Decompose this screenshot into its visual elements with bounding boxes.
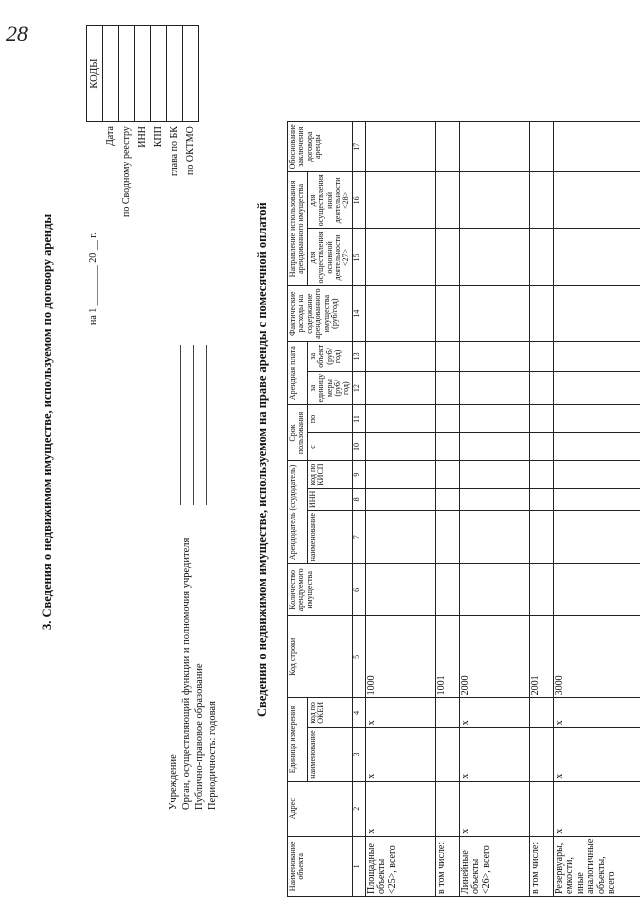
row-input-cell[interactable] bbox=[553, 405, 640, 433]
row-address: x bbox=[459, 781, 529, 836]
column-number: 8 bbox=[352, 488, 365, 510]
code-label-oktmo: по ОКТМО bbox=[185, 126, 196, 175]
row-input-cell[interactable] bbox=[365, 405, 435, 433]
header-object-name: Наименование объекта bbox=[288, 836, 353, 896]
codes-header: КОДЫ bbox=[87, 26, 103, 122]
table-row bbox=[435, 122, 459, 897]
row-input-cell[interactable] bbox=[459, 172, 529, 229]
row-input-cell[interactable] bbox=[529, 564, 553, 616]
row-input-cell[interactable] bbox=[435, 172, 459, 229]
column-number: 2 bbox=[352, 781, 365, 836]
column-number: 6 bbox=[352, 564, 365, 616]
column-number: 11 bbox=[352, 405, 365, 433]
page-number: 28 bbox=[6, 21, 28, 46]
row-input-cell[interactable] bbox=[365, 564, 435, 616]
row-input-cell[interactable] bbox=[529, 488, 553, 510]
public-entity-label: Публично-правовое образование bbox=[194, 663, 205, 810]
column-number-row bbox=[352, 122, 365, 897]
row-name: в том числе: bbox=[529, 836, 553, 896]
row-input-cell[interactable] bbox=[435, 341, 459, 371]
row-input-cell[interactable] bbox=[553, 172, 640, 229]
row-input-cell[interactable] bbox=[365, 122, 435, 172]
column-number: 3 bbox=[352, 728, 365, 781]
row-input-cell[interactable] bbox=[459, 371, 529, 405]
row-input-cell[interactable] bbox=[529, 229, 553, 286]
row-input-cell[interactable] bbox=[553, 433, 640, 461]
row-input-cell[interactable] bbox=[529, 371, 553, 405]
column-number: 10 bbox=[352, 433, 365, 461]
row-address bbox=[435, 781, 459, 836]
code-label-inn: ИНН bbox=[137, 126, 148, 148]
row-name: Площадные объекты <25>, всего bbox=[365, 836, 435, 896]
organ-field[interactable] bbox=[193, 345, 194, 505]
row-input-cell[interactable] bbox=[529, 511, 553, 564]
header-direction-other: для осуществления иной деятельности <28> bbox=[307, 172, 352, 229]
header-lessor-name: наименование bbox=[307, 511, 352, 564]
row-input-cell[interactable] bbox=[435, 461, 459, 488]
row-unit-name bbox=[529, 728, 553, 781]
row-name: в том числе: bbox=[435, 836, 459, 896]
column-number: 12 bbox=[352, 371, 365, 405]
code-label-bk: глава по БК bbox=[169, 126, 180, 176]
header-lessor-kisp: код по КИСП bbox=[307, 461, 352, 488]
row-input-cell[interactable] bbox=[553, 564, 640, 616]
table-row bbox=[529, 122, 553, 897]
institution-label: Учреждение bbox=[168, 754, 179, 810]
row-input-cell[interactable] bbox=[365, 371, 435, 405]
row-input-cell[interactable] bbox=[529, 172, 553, 229]
code-label-kpp: КПП bbox=[153, 126, 164, 148]
row-input-cell[interactable] bbox=[365, 172, 435, 229]
row-address bbox=[529, 781, 553, 836]
row-line-code: 1000 bbox=[365, 616, 435, 698]
row-input-cell[interactable] bbox=[365, 229, 435, 286]
column-number: 4 bbox=[352, 698, 365, 728]
row-address: x bbox=[553, 781, 640, 836]
row-input-cell[interactable] bbox=[365, 286, 435, 341]
row-input-cell[interactable] bbox=[553, 461, 640, 488]
row-input-cell[interactable] bbox=[365, 433, 435, 461]
row-input-cell[interactable] bbox=[459, 122, 529, 172]
row-unit-code: x bbox=[365, 698, 435, 728]
row-input-cell[interactable] bbox=[553, 511, 640, 564]
header-lessor: Арендодатель (ссудодатель) bbox=[288, 461, 308, 564]
row-input-cell[interactable] bbox=[459, 564, 529, 616]
code-value-oktmo[interactable] bbox=[183, 26, 199, 122]
codes-table bbox=[86, 25, 199, 217]
table-row bbox=[365, 122, 435, 897]
row-address: x bbox=[365, 781, 435, 836]
row-input-cell[interactable] bbox=[529, 341, 553, 371]
column-number: 9 bbox=[352, 461, 365, 488]
code-value-bk[interactable] bbox=[167, 26, 183, 122]
row-input-cell[interactable] bbox=[365, 341, 435, 371]
row-input-cell[interactable] bbox=[435, 122, 459, 172]
rented-property-table bbox=[287, 121, 640, 897]
row-line-code: 2001 bbox=[529, 616, 553, 698]
header-quantity: Количество арендуемого имущества bbox=[288, 564, 353, 616]
row-input-cell[interactable] bbox=[365, 511, 435, 564]
code-label-registry: по Сводному реестру bbox=[121, 126, 132, 217]
row-input-cell[interactable] bbox=[459, 433, 529, 461]
row-input-cell[interactable] bbox=[529, 122, 553, 172]
code-value-inn[interactable] bbox=[135, 26, 151, 122]
row-input-cell[interactable] bbox=[435, 371, 459, 405]
row-input-cell[interactable] bbox=[459, 405, 529, 433]
header-unit-code: код по ОКЕИ bbox=[307, 698, 352, 728]
row-input-cell[interactable] bbox=[529, 433, 553, 461]
code-value-registry[interactable] bbox=[119, 26, 135, 122]
code-value-date[interactable] bbox=[103, 26, 119, 122]
row-input-cell[interactable] bbox=[459, 461, 529, 488]
code-label-date: Дата bbox=[105, 126, 116, 147]
header-expenses: Фактические расходы на содержание арендованного имущества (руб/год) bbox=[288, 286, 353, 341]
row-input-cell[interactable] bbox=[553, 229, 640, 286]
column-number: 5 bbox=[352, 616, 365, 698]
column-number: 15 bbox=[352, 229, 365, 286]
column-number: 16 bbox=[352, 172, 365, 229]
column-number: 17 bbox=[352, 122, 365, 172]
header-term-start: с bbox=[307, 433, 352, 461]
column-number: 13 bbox=[352, 341, 365, 371]
column-number: 1 bbox=[352, 836, 365, 896]
row-input-cell[interactable] bbox=[365, 461, 435, 488]
table-row bbox=[459, 122, 529, 897]
row-unit-code bbox=[529, 698, 553, 728]
row-input-cell[interactable] bbox=[529, 286, 553, 341]
institution-field[interactable] bbox=[180, 345, 181, 505]
row-line-code: 3000 bbox=[553, 616, 640, 698]
row-line-code: 1001 bbox=[435, 616, 459, 698]
row-input-cell[interactable] bbox=[435, 564, 459, 616]
header-term-end: по bbox=[307, 405, 352, 433]
row-input-cell[interactable] bbox=[435, 229, 459, 286]
row-input-cell[interactable] bbox=[459, 488, 529, 510]
header-unit: Единица измерения bbox=[288, 698, 308, 781]
code-value-kpp[interactable] bbox=[151, 26, 167, 122]
row-input-cell[interactable] bbox=[435, 433, 459, 461]
row-input-cell[interactable] bbox=[435, 511, 459, 564]
column-number: 14 bbox=[352, 286, 365, 341]
table-subtitle: Сведения о недвижимом имуществе, используемом на праве аренды с помесячной оплатой bbox=[255, 202, 269, 717]
table-row bbox=[553, 122, 640, 897]
row-line-code: 2000 bbox=[459, 616, 529, 698]
header-rent-object: за объект (руб/год) bbox=[307, 341, 352, 371]
organ-label: Орган, осуществляющий функции и полномочия учредителя bbox=[181, 537, 192, 810]
row-input-cell[interactable] bbox=[553, 488, 640, 510]
row-unit-code bbox=[435, 698, 459, 728]
report-date-line: на 1 ________ 20 __ г. bbox=[88, 232, 99, 325]
header-rent-unit: за единицу меры (руб/год) bbox=[307, 371, 352, 405]
header-direction: Направление использования арендованного имущества bbox=[288, 172, 308, 286]
row-unit-code: x bbox=[553, 698, 640, 728]
row-input-cell[interactable] bbox=[529, 461, 553, 488]
row-input-cell[interactable] bbox=[553, 371, 640, 405]
row-name: Линейные объекты <26>, всего bbox=[459, 836, 529, 896]
row-input-cell[interactable] bbox=[435, 286, 459, 341]
header-justification: Обоснование заключения договора аренды bbox=[288, 122, 353, 172]
header-direction-main: для осуществления основной деятельности <27> bbox=[307, 229, 352, 286]
row-input-cell[interactable] bbox=[553, 122, 640, 172]
row-input-cell[interactable] bbox=[459, 341, 529, 371]
row-input-cell[interactable] bbox=[435, 488, 459, 510]
row-unit-name: x bbox=[459, 728, 529, 781]
column-number: 7 bbox=[352, 511, 365, 564]
row-input-cell[interactable] bbox=[365, 488, 435, 510]
row-unit-name: x bbox=[553, 728, 640, 781]
row-name: Резервуары, емкости, иные аналогичные объекты, всего bbox=[553, 836, 640, 896]
periodicity-label: Периодичность: годовая bbox=[207, 701, 218, 810]
row-input-cell[interactable] bbox=[459, 286, 529, 341]
row-input-cell[interactable] bbox=[459, 229, 529, 286]
row-unit-name bbox=[435, 728, 459, 781]
header-rent: Арендная плата bbox=[288, 341, 308, 405]
public-entity-field[interactable] bbox=[206, 345, 207, 505]
row-unit-code: x bbox=[459, 698, 529, 728]
header-line-code: Код строки bbox=[288, 616, 353, 698]
row-input-cell[interactable] bbox=[529, 405, 553, 433]
table-body bbox=[365, 122, 640, 897]
row-input-cell[interactable] bbox=[459, 511, 529, 564]
row-input-cell[interactable] bbox=[435, 405, 459, 433]
header-address: Адрес bbox=[288, 781, 353, 836]
row-input-cell[interactable] bbox=[553, 286, 640, 341]
header-term: Срок пользования bbox=[288, 405, 308, 461]
section-title: 3. Сведения о недвижимом имуществе, используемом по договору аренды bbox=[40, 213, 54, 630]
row-unit-name: x bbox=[365, 728, 435, 781]
header-lessor-inn: ИНН bbox=[307, 488, 352, 510]
header-unit-name: наименование bbox=[307, 728, 352, 781]
row-input-cell[interactable] bbox=[553, 341, 640, 371]
